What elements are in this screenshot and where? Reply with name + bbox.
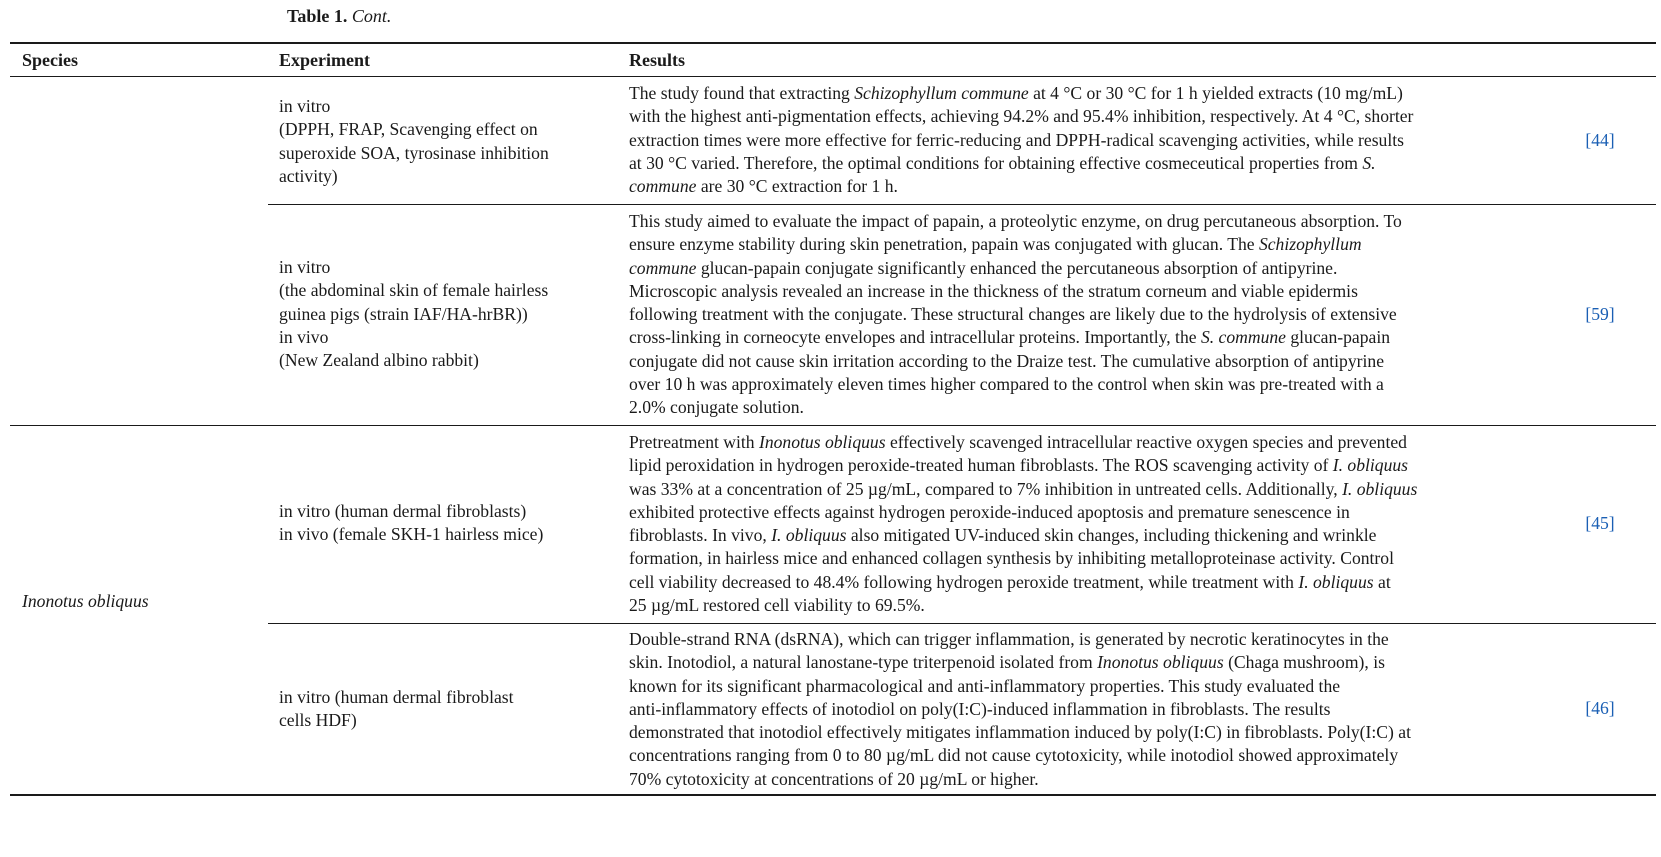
experiment-cell (279, 256, 609, 372)
experiment-line: (DPPH, FRAP, Scavenging effect on (279, 119, 538, 140)
reference-link[interactable]: [46] (1585, 698, 1615, 718)
results-line: skin. Inotodiol, a natural lanostane-type triterpenoid isolated from Inonotus obliquus (Chaga mushroom), is (629, 652, 1385, 673)
results-line: 70% cytotoxicity at concentrations of 20 µg/mL or higher. (629, 768, 1039, 789)
header-species: Species (22, 50, 78, 70)
results-cell (629, 628, 1565, 791)
results-line: The study found that extracting Schizophyllum commune at 4 °C or 30 °C for 1 h yielded extracts (10 mg/mL) (629, 83, 1403, 103)
header-results: Results (629, 50, 686, 70)
experiment-line: (the abdominal skin of female hairless (279, 280, 549, 301)
top-rule (10, 42, 1656, 44)
table-label: Table 1. (287, 6, 348, 26)
experiment-line: in vivo (female SKH-1 hairless mice) (279, 524, 544, 545)
experiment-line: in vitro (279, 96, 331, 116)
header-experiment: Experiment (279, 50, 370, 70)
results-line: cell viability decreased to 48.4% following hydrogen peroxide treatment, while treatment with I. obliquus at (629, 571, 1391, 592)
results-line: cross-linking in corneocyte envelopes and intracellular proteins. Importantly, the S. commune glucan-papain (629, 327, 1391, 348)
experiment-line: in vitro (279, 257, 331, 277)
results-line: Microscopic analysis revealed an increase in the thickness of the stratum corneum and viable epidermis (629, 280, 1358, 301)
results-line: lipid peroxidation in hydrogen peroxide-treated human fibroblasts. The ROS scavenging activity of I. obliquus (629, 455, 1409, 476)
italic-term: Inonotus obliquus (758, 432, 886, 452)
italic-term: I. obliquus (771, 525, 847, 546)
reference-link[interactable]: [44] (1585, 130, 1615, 150)
experiment-line: activity) (279, 165, 338, 186)
experiment-cell (279, 686, 609, 733)
results-line: extraction times were more effective for ferric-reducing and DPPH-radical scavenging activities, while results (629, 129, 1404, 150)
species-cell: Inonotus obliquus (22, 591, 149, 611)
table-caption (287, 4, 391, 28)
results-line: exhibited protective effects against hydrogen peroxide-induced apoptosis and premature senescence in (629, 501, 1350, 522)
results-line: at 30 °C varied. Therefore, the optimal conditions for obtaining effective cosmeceutical properties from S. (629, 152, 1376, 173)
results-line: anti-inflammatory effects of inotodiol on poly(I:C)-induced inflammation in fibroblasts. The results (629, 698, 1331, 719)
italic-term: commune (629, 176, 697, 197)
reference-link[interactable]: [59] (1585, 304, 1615, 324)
results-cell (629, 431, 1565, 617)
results-line: commune glucan-papain conjugate significantly enhanced the percutaneous absorption of antipyrine. (629, 257, 1338, 278)
italic-term: Inonotus obliquus (1097, 652, 1224, 673)
results-line: Double-strand RNA (dsRNA), which can trigger inflammation, is generated by necrotic keratinocytes in the (629, 629, 1389, 649)
experiment-line: in vivo (279, 326, 329, 347)
results-cell (629, 210, 1565, 420)
results-line: fibroblasts. In vivo, I. obliquus also mitigated UV-induced skin changes, including thickening and wrinkle (629, 525, 1377, 546)
results-line: demonstrated that inotodiol effectively mitigates inflammation induced by poly(I:C) in fibroblasts. Poly(I:C) at (629, 722, 1411, 743)
results-line: concentrations ranging from 0 to 80 µg/mL did not cause cytotoxicity, while inotodiol showed approximately (629, 745, 1399, 766)
experiment-line: cells HDF) (279, 710, 357, 731)
italic-term: Schizophyllum (1258, 234, 1362, 255)
results-line: formation, in hairless mice and enhanced collagen synthesis by inhibiting metalloproteinase activity. Control (629, 548, 1394, 569)
header-rule (10, 76, 1656, 77)
experiment-cell (279, 500, 609, 547)
reference-link[interactable]: [45] (1585, 513, 1615, 533)
italic-term: commune (629, 257, 697, 278)
experiment-cell (279, 95, 609, 188)
italic-term: I. obliquus (1298, 571, 1374, 592)
results-line: was 33% at a concentration of 25 µg/mL, compared to 7% inhibition in untreated cells. Additionally, I. obliquus (629, 478, 1418, 499)
italic-term: Schizophyllum commune (854, 83, 1029, 103)
results-line: Pretreatment with Inonotus obliquus effectively scavenged intracellular reactive oxygen species and prevented (629, 432, 1407, 452)
results-line: with the highest anti-pigmentation effects, achieving 94.2% and 95.4% inhibition, respectively. At 4 °C, shorter (629, 106, 1414, 127)
results-line: known for its significant pharmacological and anti-inflammatory properties. This study evaluated the (629, 675, 1341, 696)
results-line: following treatment with the conjugate. These structural changes are likely due to the hydrolysis of extensive (629, 304, 1397, 325)
row-divider (10, 425, 1656, 426)
experiment-line: (New Zealand albino rabbit) (279, 350, 479, 371)
row-divider (268, 204, 1656, 205)
italic-term: S. (1362, 152, 1376, 173)
results-cell (629, 82, 1565, 198)
italic-term: I. obliquus (1332, 455, 1409, 476)
results-line: 2.0% conjugate solution. (629, 397, 804, 418)
results-line: over 10 h was approximately eleven times higher compared to the control when skin was pre-treated with a (629, 374, 1384, 395)
italic-term: I. obliquus (1342, 478, 1418, 499)
experiment-line: guinea pigs (strain IAF/HA-hrBR)) (279, 303, 528, 324)
bottom-rule (10, 794, 1656, 796)
results-line: This study aimed to evaluate the impact of papain, a proteolytic enzyme, on drug percutaneous absorption. To (629, 211, 1402, 231)
experiment-line: in vitro (human dermal fibroblasts) (279, 501, 527, 521)
experiment-line: in vitro (human dermal fibroblast (279, 687, 514, 707)
italic-term: S. commune (1200, 327, 1286, 348)
results-line: ensure enzyme stability during skin penetration, papain was conjugated with glucan. The Schizophyllum (629, 234, 1362, 255)
experiment-line: superoxide SOA, tyrosinase inhibition (279, 142, 549, 163)
results-line: commune are 30 °C extraction for 1 h. (629, 176, 898, 197)
results-line: 25 µg/mL restored cell viability to 69.5%. (629, 595, 925, 616)
row-divider (268, 623, 1656, 624)
results-line: conjugate did not cause skin irritation according to the Draize test. The cumulative absorption of antipyrine (629, 350, 1385, 371)
table-cont: Cont. (351, 6, 392, 26)
